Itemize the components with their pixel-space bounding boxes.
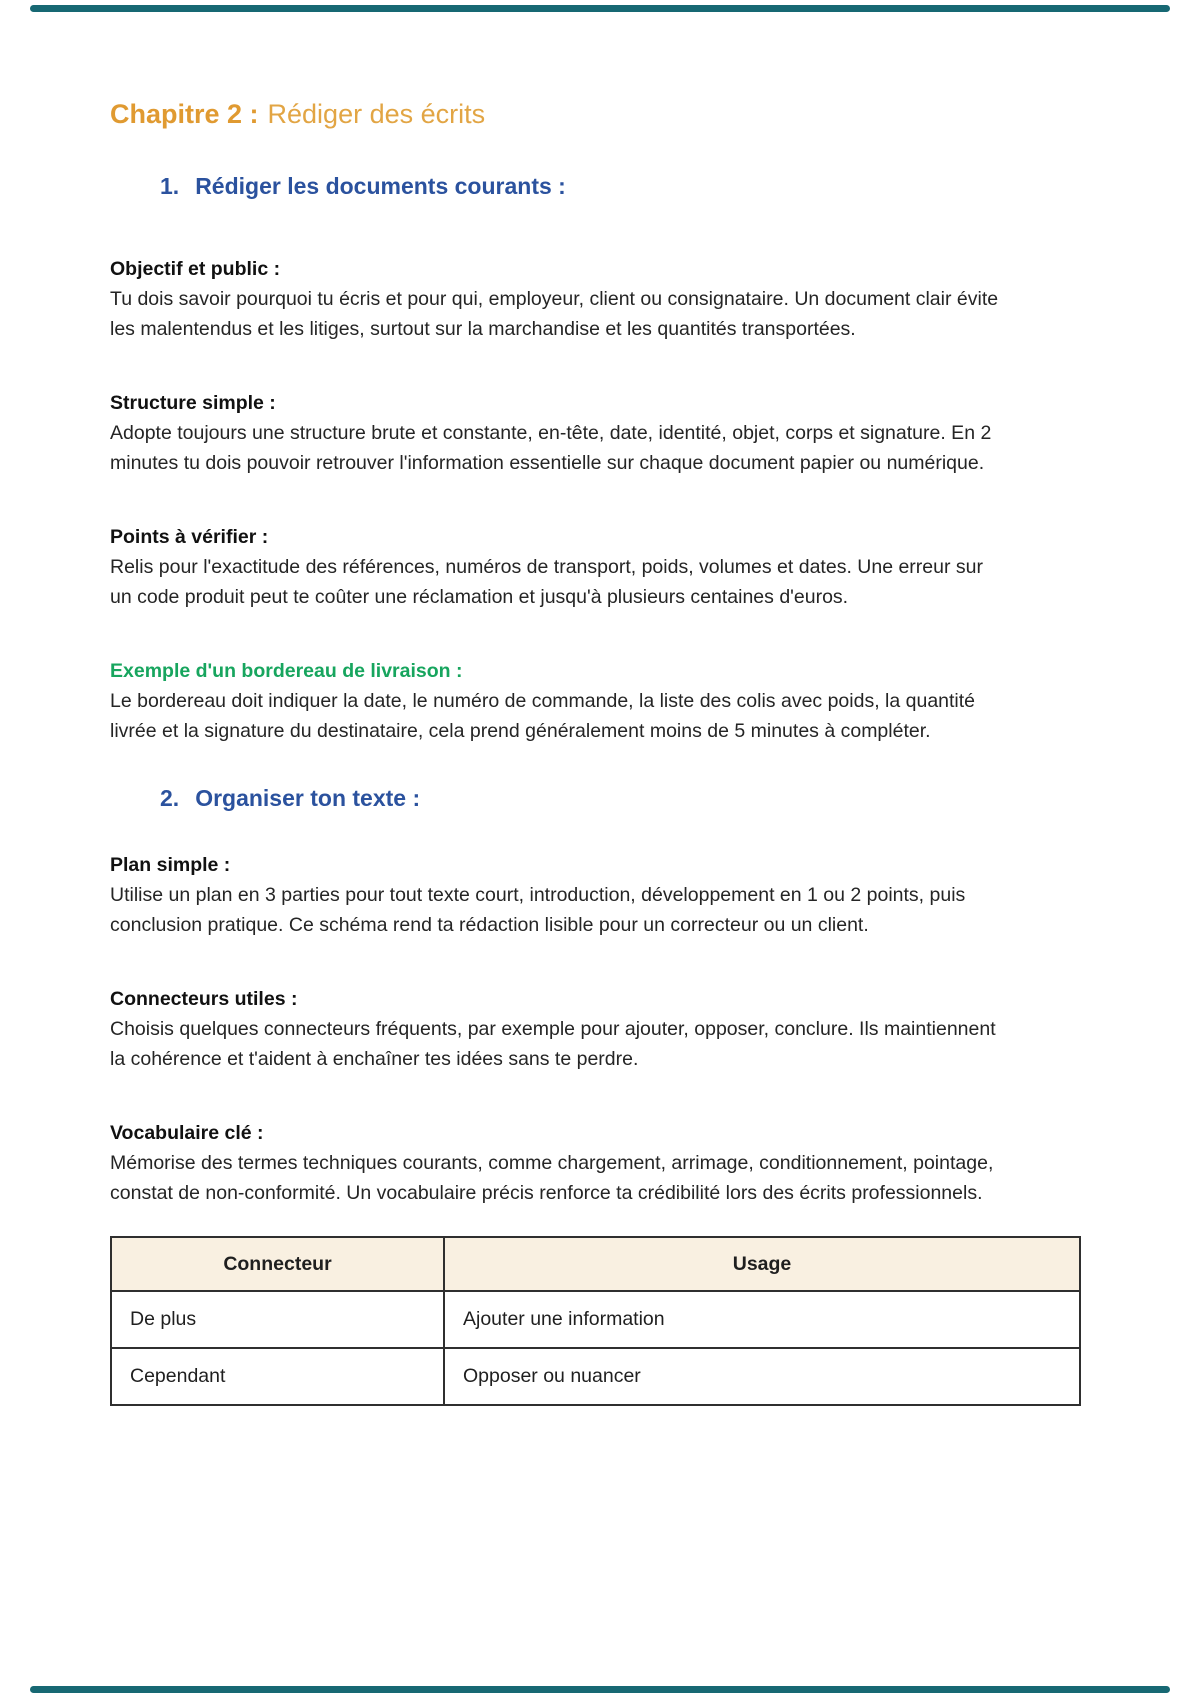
table-cell-usage: Ajouter une information xyxy=(444,1291,1080,1348)
table-cell-connecteur: De plus xyxy=(111,1291,444,1348)
block-connecteurs-heading: Connecteurs utiles : xyxy=(110,988,298,1010)
bottom-accent-bar xyxy=(30,1686,1170,1693)
block-plan-heading: Plan simple : xyxy=(110,854,231,876)
block-structure xyxy=(110,388,1003,478)
block-points-heading: Points à vérifier : xyxy=(110,526,269,548)
block-points-body: Relis pour l'exactitude des références, numéros de transport, poids, volumes et dates. Une erreur sur un code produit peut te coûter une réclamation et jusqu'à plusieurs centaines d'euros. xyxy=(110,556,983,608)
section-1-number: 1. xyxy=(160,173,180,199)
block-objectif-heading: Objectif et public : xyxy=(110,258,281,280)
block-vocabulaire-heading: Vocabulaire clé : xyxy=(110,1122,264,1144)
block-exemple xyxy=(110,656,1003,746)
chapter-title-text: Rédiger des écrits xyxy=(267,99,486,129)
table-header-connecteur: Connecteur xyxy=(111,1237,444,1291)
table-header-row xyxy=(111,1237,1080,1291)
block-points xyxy=(110,522,1003,612)
block-objectif-body: Tu dois savoir pourquoi tu écris et pour qui, employeur, client ou consignataire. Un document clair évite les malentendus et les litiges, surtout sur la marchandise et les quantités transportées. xyxy=(110,288,999,340)
block-exemple-heading: Exemple d'un bordereau de livraison : xyxy=(110,660,463,682)
block-connecteurs xyxy=(110,984,1003,1074)
table-cell-usage: Opposer ou nuancer xyxy=(444,1348,1080,1405)
block-connecteurs-body: Choisis quelques connecteurs fréquents, par exemple pour ajouter, opposer, conclure. Ils maintiennent la cohérence et t'aident à enchaîner tes idées sans te perdre. xyxy=(110,1018,996,1070)
table-header-usage: Usage xyxy=(444,1237,1080,1291)
block-vocabulaire xyxy=(110,1118,1003,1208)
block-exemple-body: Le bordereau doit indiquer la date, le numéro de commande, la liste des colis avec poids, la quantité livrée et la signature du destinataire, cela prend généralement moins de 5 minutes à compléter. xyxy=(110,690,976,742)
connector-table xyxy=(110,1236,1081,1406)
block-objectif xyxy=(110,254,1003,344)
section-2-title: Organiser ton texte : xyxy=(195,785,421,811)
block-plan-body: Utilise un plan en 3 parties pour tout texte court, introduction, développement en 1 ou 2 points, puis conclusion pratique. Ce schéma rend ta rédaction lisible pour un correcteur ou un client. xyxy=(110,884,966,936)
section-2-heading xyxy=(110,782,1081,814)
table-cell-connecteur: Cependant xyxy=(111,1348,444,1405)
block-vocabulaire-body: Mémorise des termes techniques courants, comme chargement, arrimage, conditionnement, pointage, constat de non-conformité. Un vocabulaire précis renforce ta crédibilité lors des écrits professionnels. xyxy=(110,1152,994,1204)
block-structure-body: Adopte toujours une structure brute et constante, en-tête, date, identité, objet, corps et signature. En 2 minutes tu dois pouvoir retrouver l'information essentielle sur chaque document papier ou numérique. xyxy=(110,422,992,474)
chapter-title xyxy=(110,96,1081,132)
block-structure-heading: Structure simple : xyxy=(110,392,276,414)
table-row xyxy=(111,1348,1080,1405)
chapter-title-label: Chapitre 2 : xyxy=(110,99,259,129)
section-2-number: 2. xyxy=(160,785,180,811)
table-row xyxy=(111,1291,1080,1348)
block-plan xyxy=(110,850,1003,940)
section-1-title: Rédiger les documents courants : xyxy=(195,173,566,199)
section-1-heading xyxy=(110,170,1081,202)
